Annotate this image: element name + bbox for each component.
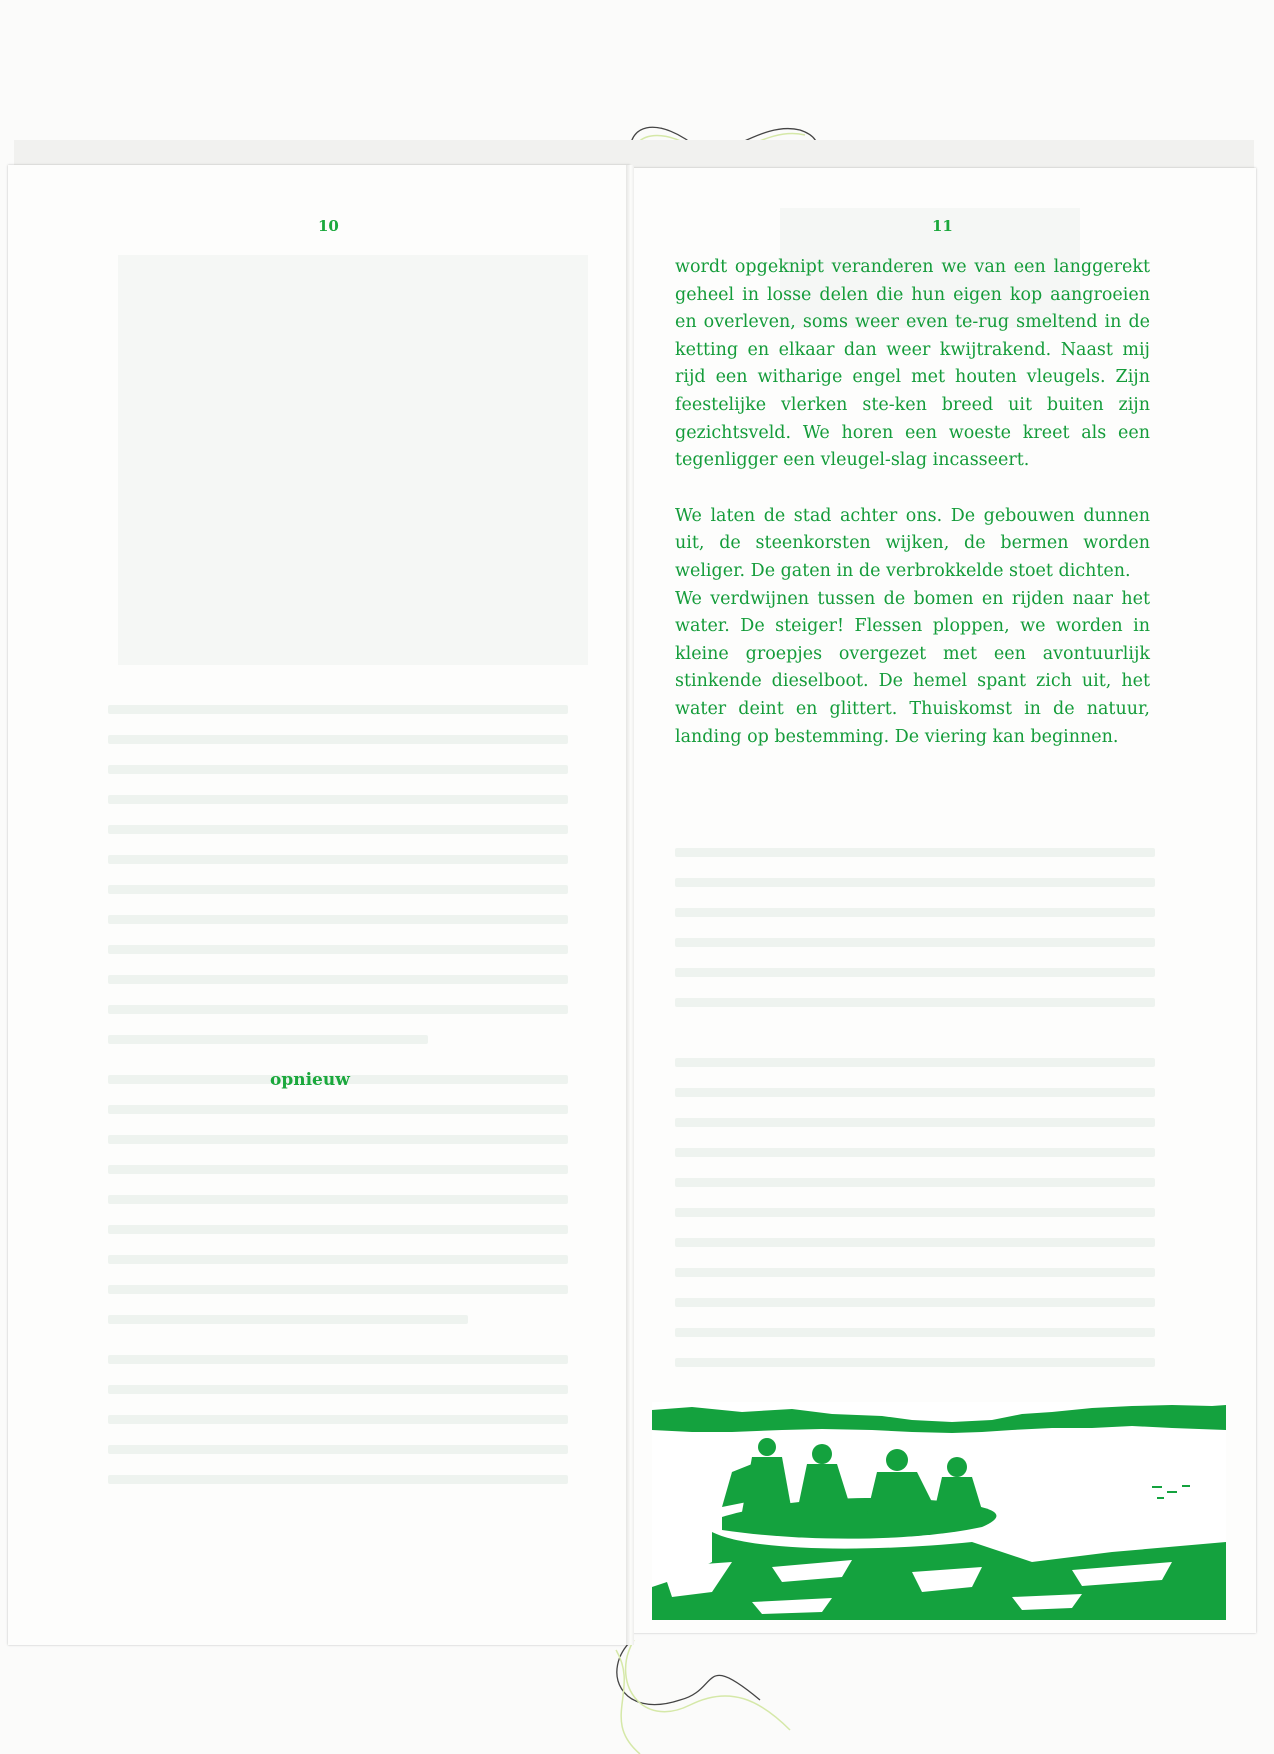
show-through-text	[675, 1358, 1155, 1367]
show-through-text	[108, 1385, 568, 1394]
show-through-text	[108, 1355, 568, 1364]
paragraph: We verdwijnen tussen de bomen en rijden naar het water. De steiger! Flessen ploppen, we worden in kleine groepjes overgezet met een avontuurlijk stinkende dieselboot. De hemel spant zich uit, het water deint en glittert. Thuiskomst in de natuur, landing op bestemming. De viering kan beginnen.	[675, 588, 1150, 747]
show-through-text	[108, 885, 568, 894]
show-through-text	[108, 795, 568, 804]
show-through-text	[108, 705, 568, 714]
left-page	[8, 165, 630, 1645]
show-through-text	[675, 968, 1155, 977]
show-through-text	[675, 848, 1155, 857]
show-through-text	[108, 1285, 568, 1294]
book-gutter	[626, 165, 634, 1645]
show-through-text	[108, 1475, 568, 1484]
paragraph: wordt opgeknipt veranderen we van een langgerekt geheel in losse delen die hun eigen kop aangroeien en overleven, soms weer even te-rug smeltend in de ketting en elkaar dan weer kwijtrakend. Naast mij rijd een witharige engel met houten vleugels. Zijn feestelijke vlerken ste-ken breed uit buiten zijn gezichtsveld. We horen een woeste kreet als een tegenligger een vleugel-slag incasseert.	[675, 257, 1150, 471]
show-through-image	[118, 255, 588, 665]
show-through-text	[675, 1298, 1155, 1307]
show-through-text	[675, 1118, 1155, 1127]
show-through-text	[675, 1268, 1155, 1277]
body-text	[675, 254, 1150, 751]
show-through-text	[108, 735, 568, 744]
show-through-text	[108, 1005, 568, 1014]
show-through-text	[675, 1178, 1155, 1187]
show-through-text	[108, 825, 568, 834]
show-through-text	[675, 998, 1155, 1007]
show-through-text	[108, 1225, 568, 1234]
show-through-text	[108, 1315, 468, 1324]
show-through-text	[675, 908, 1155, 917]
boat-on-lake-photo	[652, 1402, 1226, 1620]
page-number-right: 11	[932, 217, 953, 235]
show-through-text	[675, 1088, 1155, 1097]
show-through-text	[108, 1165, 568, 1174]
show-through-text	[675, 1208, 1155, 1217]
show-through-text	[108, 1255, 568, 1264]
show-through-text	[108, 1035, 428, 1044]
show-through-text	[675, 938, 1155, 947]
show-through-text	[108, 765, 568, 774]
show-through-text	[675, 1148, 1155, 1157]
paragraph: We laten de stad achter ons. De gebouwen dunnen uit, de steenkorsten wijken, de bermen worden weliger. De gaten in de verbrokkelde stoet dichten.	[675, 505, 1150, 581]
show-through-text	[108, 1105, 568, 1114]
show-through-text	[675, 1328, 1155, 1337]
show-through-text	[108, 975, 568, 984]
show-through-text	[108, 855, 568, 864]
show-through-text	[108, 1195, 568, 1204]
show-through-text	[108, 945, 568, 954]
word-opnieuw: opnieuw	[270, 1070, 350, 1090]
show-through-text	[108, 915, 568, 924]
show-through-text	[108, 1415, 568, 1424]
show-through-text	[108, 1445, 568, 1454]
show-through-text	[108, 1135, 568, 1144]
show-through-text	[675, 1238, 1155, 1247]
page-number-left: 10	[318, 217, 339, 235]
show-through-text	[675, 1058, 1155, 1067]
show-through-text	[675, 878, 1155, 887]
